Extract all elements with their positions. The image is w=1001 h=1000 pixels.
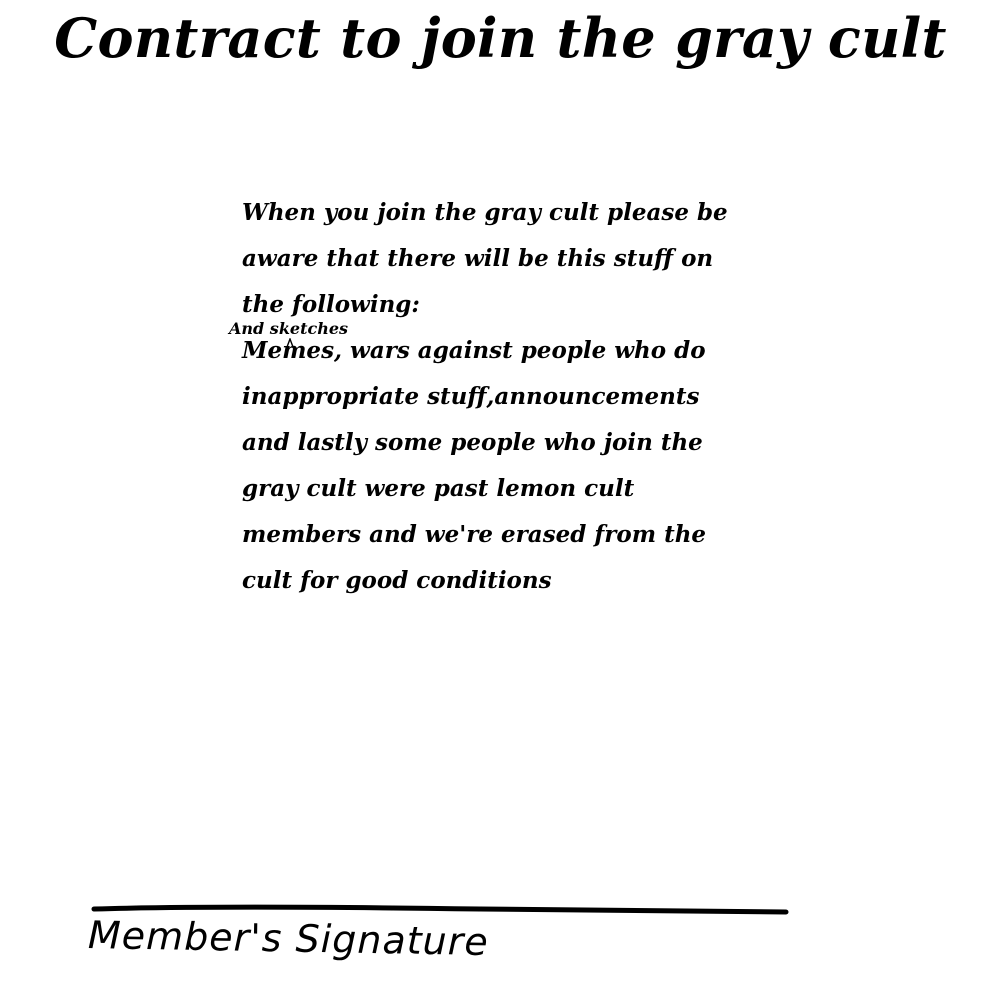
signature-area [80, 895, 800, 985]
body-line: inappropriate stuff,announcements [242, 383, 700, 410]
body-line: Memes, wars against people who do [242, 337, 706, 364]
body-line: members and we're erased from the [242, 521, 707, 548]
body-line: aware that there will be this stuff on [242, 245, 714, 272]
insertion-note: And sketches [229, 319, 349, 338]
body-line: When you join the gray cult please be [242, 199, 728, 226]
body-line: gray cult were past lemon cult [242, 475, 635, 502]
insertion-caret-icon [286, 338, 294, 348]
body-line: the following: [242, 291, 420, 318]
signature-label: Member's Signature [87, 913, 490, 964]
body-line: and lastly some people who join the [242, 429, 703, 456]
body-line: cult for good conditions [242, 567, 552, 594]
contract-title: Contract to join the gray cult [54, 6, 947, 70]
contract-body [242, 190, 742, 604]
